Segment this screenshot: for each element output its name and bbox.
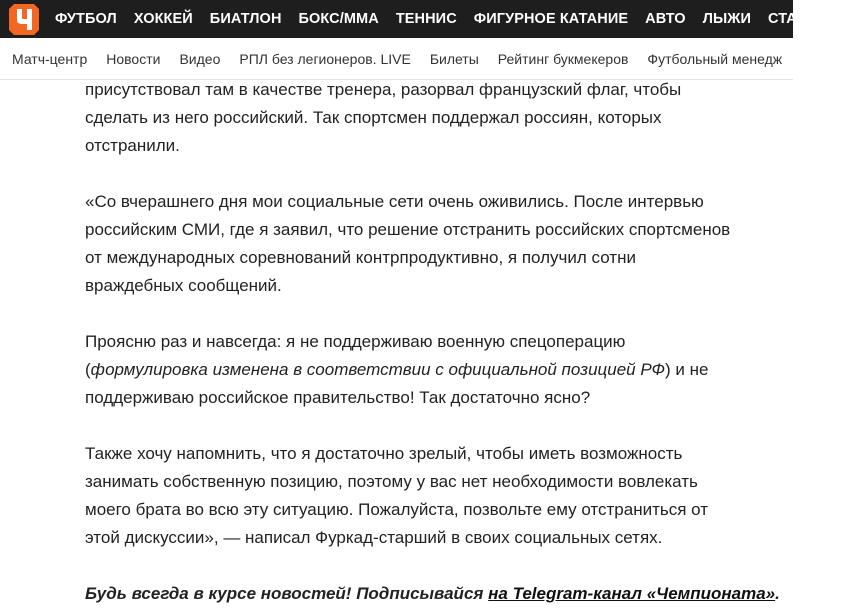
text-line-with-editor-note (85, 356, 775, 384)
text-line: Проясню раз и навсегда: я не поддерживаю военную спецоперацию (85, 332, 626, 351)
quote-paragraph (85, 188, 775, 300)
paren-open: ( (85, 360, 91, 379)
text-line: присутствовал там в качестве тренера, разорвал французский флаг, чтобы (85, 80, 682, 99)
subnav-rpl-live[interactable]: РПЛ без легионеров. LIVE (239, 50, 411, 67)
text-line: этой дискуссии», — написал Фуркад-старший в своих социальных сетях. (85, 528, 663, 547)
text-line: поддерживаю российское правительство! Так достаточно ясно? (85, 388, 591, 407)
cta-end: . (775, 584, 780, 603)
nav-betting[interactable]: СТАВКИ (768, 11, 827, 27)
championat-logo-icon[interactable] (8, 3, 40, 36)
text-line: отстранили. (85, 136, 180, 155)
quote-paragraph (85, 328, 775, 412)
text-line: от международных соревнований контрпродуктивно, я получил сотни (85, 248, 636, 267)
line-continuation: ) и не (665, 360, 709, 379)
subnav-news[interactable]: Новости (106, 50, 161, 67)
nav-biathlon[interactable]: БИАТЛОН (209, 11, 282, 27)
text-line: Также хочу напомнить, что я достаточно зрелый, чтобы иметь возможность (85, 444, 683, 463)
text-line: враждебных сообщений. (85, 276, 282, 295)
nav-boxing-mma[interactable]: БОКС/ММА (298, 11, 379, 27)
article-paragraph (85, 76, 775, 160)
text-line: «Со вчерашнего дня мои социальные сети очень оживились. После интервью (85, 192, 704, 211)
text-line: сделать из него российский. Так спортсмен поддержал россиян, которых (85, 108, 662, 127)
text-line: моего брата во всю эту ситуацию. Пожалуйста, позвольте ему отстраниться от (85, 500, 709, 519)
text-line: занимать собственную позицию, поэтому у вас нет необходимости вовлекать (85, 472, 698, 491)
text-line: российским СМИ, где я заявил, что решение отстранить российских спортсменов (85, 220, 731, 239)
nav-hockey[interactable]: ХОККЕЙ (133, 11, 193, 27)
telegram-channel-link[interactable]: на Telegram-канал «Чемпионата» (488, 584, 776, 603)
article-body (85, 80, 780, 608)
nav-auto[interactable]: АВТО (645, 11, 686, 27)
top-navigation-bar (0, 0, 827, 38)
subnav-bookmaker-rating[interactable]: Рейтинг букмекеров (497, 50, 629, 67)
nav-skiing[interactable]: ЛЫЖИ (702, 11, 751, 27)
subnav-tickets[interactable]: Билеты (429, 50, 479, 67)
sport-nav (55, 0, 844, 38)
editor-note: формулировка изменена в соответствии с официальной позицией РФ (90, 360, 666, 379)
telegram-cta (85, 580, 780, 608)
section-subnav (0, 38, 793, 80)
nav-figure-skating[interactable]: ФИГУРНОЕ КАТАНИЕ (473, 11, 629, 27)
nav-football[interactable]: ФУТБОЛ (55, 11, 117, 27)
subnav-match-center[interactable]: Матч-центр (12, 50, 88, 67)
subnav-video[interactable]: Видео (179, 50, 221, 67)
subnav-football-manager[interactable]: Футбольный менедж (647, 50, 783, 67)
quote-paragraph (85, 440, 775, 552)
nav-tennis[interactable]: ТЕННИС (395, 11, 457, 27)
cta-text: Будь всегда в курсе новостей! Подписывайся (85, 584, 489, 603)
